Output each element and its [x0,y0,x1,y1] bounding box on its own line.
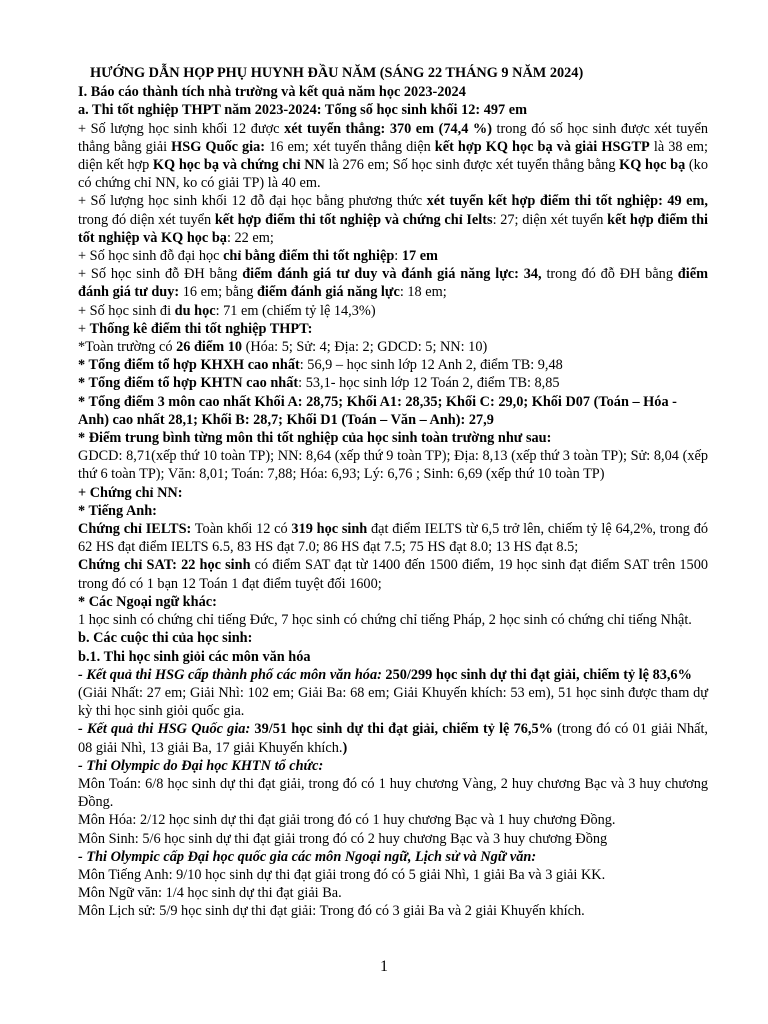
paragraph-olympic-khtn-heading: - Thi Olympic do Đại học KHTN tổ chức: [78,757,324,774]
paragraph-sat: Chứng chỉ SAT: 22 học sinh có điểm SAT đạt từ 1400 đến 1500 điểm, 19 học sinh đạt điểm SAT trên 1500 trong đó có 1 bạn 12 Toán 1 đạt điểm tuyệt đối 1600; [78,557,708,592]
paragraph-olympic-biology: Môn Sinh: 5/6 học sinh dự thi đạt giải trong đó có 2 huy chương Bạc và 3 huy chương Đồng [78,830,608,847]
subsection-heading: a. Thi tốt nghiệp THPT năm 2023-2024: Tổng số học sinh khối 12: 497 em [78,102,527,119]
document-page [78,64,708,921]
paragraph-other-languages: 1 học sinh có chứng chỉ tiếng Đức, 7 học sinh có chứng chỉ tiếng Pháp, 2 học sinh có chứng chỉ tiếng Nhật. [78,612,692,629]
paragraph-hsg-city: - Kết quả thi HSG cấp thành phố các môn văn hóa: 250/299 học sinh dự thi đạt giải, chiếm tỷ lệ 83,6% [78,666,692,683]
paragraph-graduation-only: + Số học sinh đỗ đại học chỉ bằng điểm thi tốt nghiệp: 17 em [78,248,438,265]
paragraph-study-abroad: + Số học sinh đi du học: 71 em (chiếm tỷ lệ 14,3%) [78,302,376,319]
paragraph-olympic-vnu-heading: - Thi Olympic cấp Đại học quốc gia các môn Ngoại ngữ, Lịch sử và Ngữ văn: [78,848,537,865]
paragraph-olympic-math: Môn Toán: 6/8 học sinh dự thi đạt giải, trong đó có 1 huy chương Vàng, 2 huy chương Bạc và 3 huy chương Đồng. [78,775,708,811]
paragraph-stats-heading: + Thống kê điểm thi tốt nghiệp THPT: [78,320,313,337]
paragraph-english-heading: * Tiếng Anh: [78,502,157,519]
paragraph-average-heading: * Điểm trung bình từng môn thi tốt nghiệp của học sinh toàn trường như sau: [78,430,552,447]
paragraph-hsg-national: - Kết quả thi HSG Quốc gia: 39/51 học sinh dự thi đạt giải, chiếm tỷ lệ 76,5% (trong đó có 01 giải Nhất, 08 giải Nhì, 13 giải Ba, 17 giải Khuyến khích.) [78,721,709,756]
section-heading: I. Báo cáo thành tích nhà trường và kết quả năm học 2023-2024 [78,84,466,101]
paragraph-olympic-literature: Môn Ngữ văn: 1/4 học sinh dự thi đạt giải Ba. [78,885,342,902]
section-b-heading: b. Các cuộc thi của học sinh: [78,630,253,647]
section-b1-heading: b.1. Thi học sinh giỏi các môn văn hóa [78,648,311,665]
document-title: HƯỚNG DẪN HỌP PHỤ HUYNH ĐẦU NĂM (SÁNG 22 THÁNG 9 NĂM 2024) [90,65,584,81]
paragraph-olympic-english: Môn Tiếng Anh: 9/10 học sinh dự thi đạt giải trong đó có 5 giải Nhì, 1 giải Ba và 3 giải KK. [78,866,606,883]
paragraph-khtn: * Tổng điểm tổ hợp KHTN cao nhất: 53,1- học sinh lớp 12 Toán 2, điểm TB: 8,85 [78,375,560,392]
paragraph-olympic-history: Môn Lịch sử: 5/9 học sinh dự thi đạt giải: Trong đó có 3 giải Ba và 2 giải Khuyến khích. [78,903,585,920]
paragraph-olympic-chemistry: Môn Hóa: 2/12 học sinh dự thi đạt giải trong đó có 1 huy chương Bạc và 1 huy chương Đồng. [78,812,616,829]
paragraph-admission-combined: + Số lượng học sinh khối 12 đỗ đại học bằng phương thức xét tuyển kết hợp điểm thi tốt nghiệp: 49 em, trong đó diện xét tuyển kết hợp điểm thi tốt nghiệp và chứng chỉ Ielts: 27; diện xét tuyển kết hợp điểm thi tốt nghiệp và KQ học bạ: 22 em; [78,193,708,246]
paragraph-subject-averages: GDCD: 8,71(xếp thứ 10 toàn TP); NN: 8,64 (xếp thứ 9 toàn TP); Địa: 8,13 (xếp thứ 3 toàn TP); Sử: 8,04 (xếp thứ 6 toàn TP); Văn: 8,01; Toán: 7,88; Hóa: 6,93; Lý: 6,76 ; Sinh: 6,69 (xếp thứ 10 toàn TP) [78,448,708,483]
paragraph-hsg-city-detail: (Giải Nhất: 27 em; Giải Nhì: 102 em; Giải Ba: 68 em; Giải Khuyến khích: 53 em), 51 học sinh được tham dự kỳ thi học sinh giỏi quốc gia. [78,684,708,720]
paragraph-perfect-scores: *Toàn trường có 26 điểm 10 (Hóa: 5; Sử: 4; Địa: 2; GDCD: 5; NN: 10) [78,339,488,356]
page-number: 1 [380,958,388,975]
paragraph-assessment: + Số học sinh đỗ ĐH bằng điểm đánh giá tư duy và đánh giá năng lực: 34, trong đó đỗ ĐH bằng điểm đánh giá tư duy: 16 em; bằng điểm đánh giá năng lực: 18 em; [78,266,708,301]
paragraph-top-blocks: * Tổng điểm 3 môn cao nhất Khối A: 28,75; Khối A1: 28,35; Khối C: 29,0; Khối D07 (Toán – Hóa - Anh) cao nhất 28,1; Khối B: 28,7; Khối D1 (Toán – Văn – Anh): 27,9 [78,393,677,428]
paragraph-admission-direct: + Số lượng học sinh khối 12 được xét tuyển thẳng: 370 em (74,4 %) trong đó số học sinh được xét tuyển thẳng bằng giải HSG Quốc gia: 16 em; xét tuyển thẳng diện kết hợp KQ học bạ và giải HSGTP là 38 em; diện kết hợp KQ học bạ và chứng chỉ NN là 276 em; Số học sinh được xét tuyển thẳng bằng KQ học bạ (ko có chứng chỉ NN, ko có giải TP) là 40 em. [78,120,709,192]
paragraph-language-cert-heading: + Chứng chỉ NN: [78,484,183,501]
paragraph-other-languages-heading: * Các Ngoại ngữ khác: [78,593,217,610]
paragraph-ielts: Chứng chỉ IELTS: Toàn khối 12 có 319 học sinh đạt điểm IELTS từ 6,5 trở lên, chiếm tỷ lệ 64,2%, trong đó 62 HS đạt điểm IELTS 6.5, 83 HS đạt 7.0; 86 HS đạt 7.5; 75 HS đạt 8.0; 13 HS đạt 8.5; [78,521,708,556]
paragraph-khxh: * Tổng điểm tổ hợp KHXH cao nhất: 56,9 – học sinh lớp 12 Anh 2, điểm TB: 9,48 [78,357,563,374]
